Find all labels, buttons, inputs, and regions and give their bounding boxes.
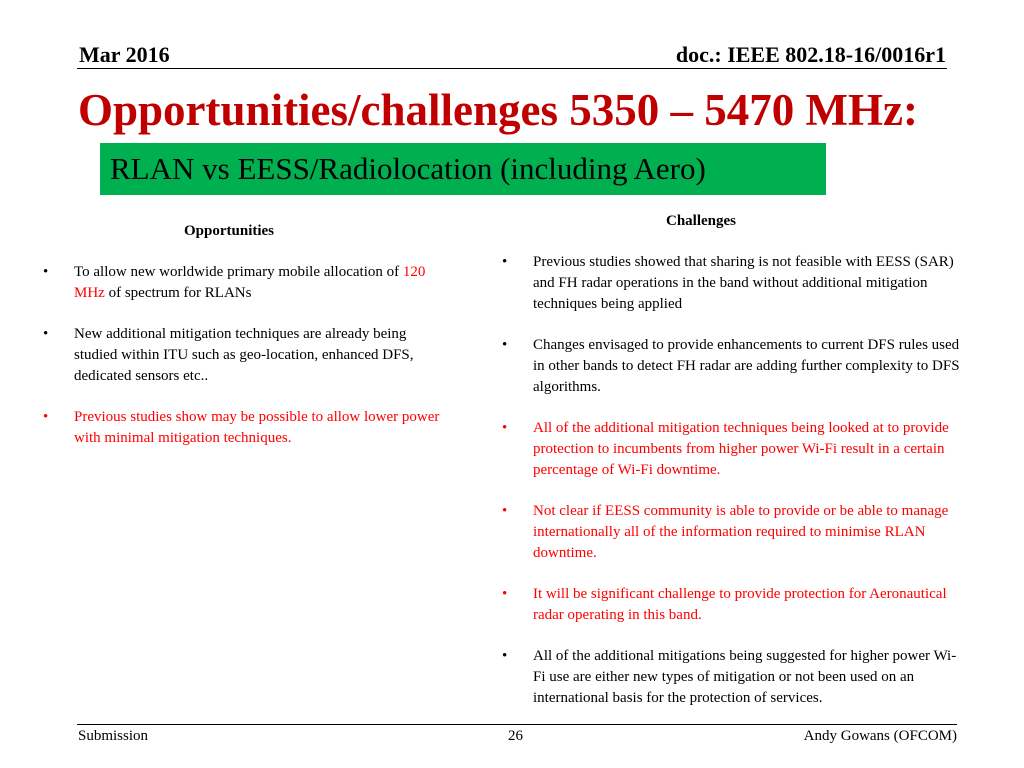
footer-divider — [77, 724, 957, 725]
bullet-icon: • — [502, 420, 508, 436]
page-number: 26 — [508, 728, 523, 744]
challenge-item — [502, 335, 964, 398]
opportunity-item — [43, 407, 443, 449]
bullet-icon: • — [43, 409, 49, 425]
opportunity-text: Previous studies show may be possible to allow lower power with minimal mitigation techniques. — [74, 409, 440, 446]
subtitle-text: RLAN vs EESS/Radiolocation (including Aero) — [110, 151, 706, 186]
bullet-icon: • — [502, 503, 508, 519]
challenges-heading: Challenges — [666, 213, 737, 229]
header-doc-id: doc.: IEEE 802.18-16/0016r1 — [675, 42, 946, 67]
bullet-icon: • — [502, 586, 508, 602]
bullet-icon: • — [43, 264, 49, 280]
slide-title: Opportunities/challenges 5350 – 5470 MHz: — [78, 85, 918, 135]
challenge-text: All of the additional mitigations being suggested for higher power Wi-Fi use are either new types of mitigation or not been used on an international basis for the protection of services. — [533, 648, 957, 706]
header-divider — [77, 68, 947, 69]
opportunity-text: To allow new worldwide primary mobile allocation of 120 MHz of spectrum for RLANs — [74, 264, 426, 301]
opportunities-list — [43, 262, 443, 469]
challenge-item — [502, 646, 964, 709]
challenge-text: Previous studies showed that sharing is not feasible with EESS (SAR) and FH radar operations in the band without additional mitigation techniques being applied — [533, 254, 954, 312]
bullet-icon: • — [43, 326, 49, 342]
challenge-item — [502, 501, 964, 564]
spectrum-highlight: 120 MHz — [74, 264, 426, 301]
opportunities-heading: Opportunities — [184, 223, 275, 239]
bullet-icon: • — [502, 337, 508, 353]
challenge-text: Not clear if EESS community is able to provide or be able to manage internationally all of the information required to minimise RLAN downtime. — [533, 503, 949, 561]
opportunity-text: New additional mitigation techniques are already being studied within ITU such as geo-location, enhanced DFS, dedicated sensors etc.. — [74, 326, 414, 384]
challenge-item — [502, 252, 964, 315]
challenge-text: It will be significant challenge to provide protection for Aeronautical radar operating in this band. — [533, 586, 947, 623]
challenge-item — [502, 418, 964, 481]
bullet-icon: • — [502, 648, 508, 664]
opportunity-item — [43, 324, 443, 387]
subtitle-banner — [100, 143, 826, 195]
challenge-text: All of the additional mitigation techniques being looked at to provide protection to incumbents from higher power Wi-Fi result in a certain percentage of Wi-Fi downtime. — [533, 420, 949, 478]
opportunity-item — [43, 262, 443, 304]
header-date: Mar 2016 — [79, 42, 170, 67]
footer-author: Andy Gowans (OFCOM) — [803, 728, 957, 744]
bullet-icon: • — [502, 254, 508, 270]
challenges-list — [502, 252, 964, 729]
challenge-item — [502, 584, 964, 626]
footer-submission: Submission — [78, 728, 149, 744]
challenge-text: Changes envisaged to provide enhancements to current DFS rules used in other bands to detect FH radar are adding further complexity to DFS algorithms. — [533, 337, 960, 395]
